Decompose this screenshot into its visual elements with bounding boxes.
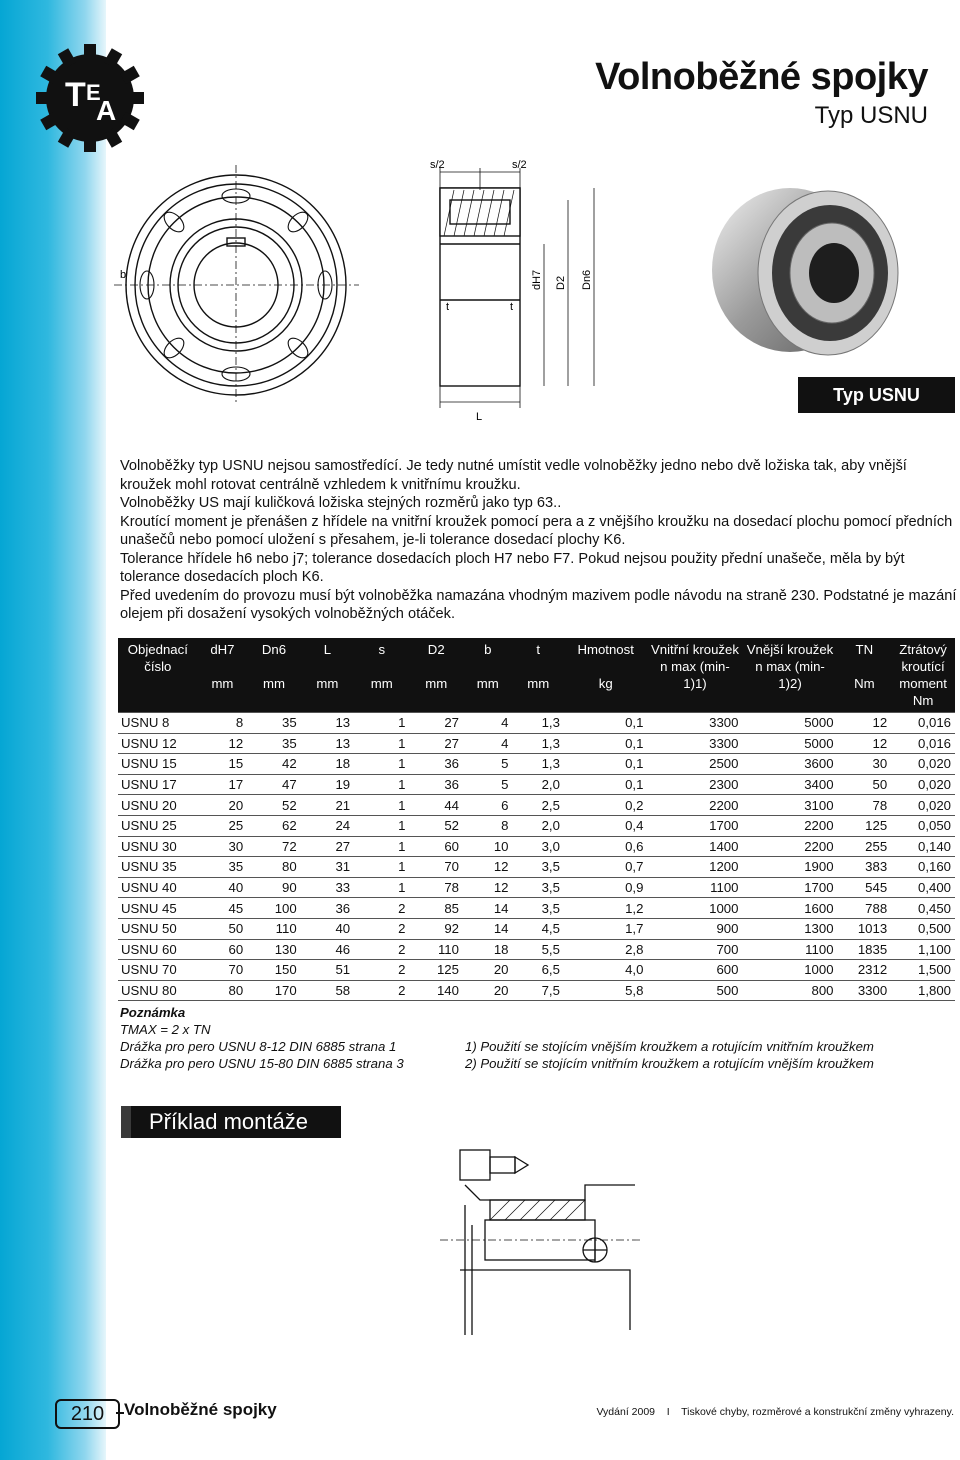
table-cell: 1900 [742,857,837,878]
table-cell: USNU 17 [118,774,198,795]
table-cell: 2,0 [512,774,563,795]
note-right-2: 2) Použití se stojícím vnitřním kroužkem a rotujícím vnějším kroužkem [465,1056,874,1071]
table-cell: 44 [409,795,463,816]
type-badge: Typ USNU [798,377,955,413]
header-label: Vnitřní kroužek [650,642,739,657]
mounting-example-drawing [440,1145,650,1340]
note-right-1: 1) Použití se stojícím vnějším kroužkem a rotujícím vnitřním kroužkem [465,1039,874,1054]
header-label: L [323,642,332,657]
header-label: Dn6 [261,642,287,657]
table-cell: 90 [247,877,301,898]
footer-title: Volnoběžné spojky [124,1400,277,1419]
table-cell: USNU 40 [118,877,198,898]
table-cell: 14 [463,898,513,919]
table-cell: 1835 [838,939,892,960]
table-cell: 0,400 [891,877,955,898]
table-cell: 13 [301,713,354,734]
table-cell: 800 [742,980,837,1001]
table-cell: USNU 15 [118,754,198,775]
paragraph: Kroutící moment je přenášen z hřídele na vnitřní kroužek pomocí pera a z vnějšího kroužku na dosedací plochu pomocí předních unašečů nebo pomocí uložení s přesahem, je-li tolerance dosedací plochy K6. [120,513,953,548]
table-cell: 72 [247,836,301,857]
table-cell: 0,1 [564,733,648,754]
table-cell: 4 [463,713,513,734]
table-row [118,939,955,960]
table-cell: 8 [198,713,248,734]
table-row [118,877,955,898]
table-cell: 3300 [838,980,892,1001]
table-cell: 20 [463,960,513,981]
table-cell: 78 [838,795,892,816]
table-row [118,774,955,795]
label-b: b [120,269,127,281]
page-number: 210 [55,1399,120,1429]
table-cell: 2300 [647,774,742,795]
table-cell: 0,1 [564,713,648,734]
table-cell: 40 [198,877,248,898]
table-cell: 1700 [647,815,742,836]
table-cell: 0,020 [891,774,955,795]
note-tmax: TMAX = 2 x TN [120,1022,211,1037]
table-cell: 18 [301,754,354,775]
notes-section [120,1004,960,1072]
table-cell: 20 [198,795,248,816]
table-cell: 40 [301,918,354,939]
table-cell: 1300 [742,918,837,939]
table-cell: 0,4 [564,815,648,836]
table-cell: 3100 [742,795,837,816]
table-cell: 500 [647,980,742,1001]
table-cell: 18 [463,939,513,960]
table-cell: USNU 80 [118,980,198,1001]
table-cell: 1 [354,877,409,898]
table-cell: 1600 [742,898,837,919]
table-cell: 130 [247,939,301,960]
table-cell: 85 [409,898,463,919]
label-t-right: t [510,301,514,313]
table-cell: 2 [354,939,409,960]
table-cell: 2312 [838,960,892,981]
table-cell: 3,5 [512,877,563,898]
table-cell: 1 [354,815,409,836]
table-cell: 27 [409,713,463,734]
table-cell: 47 [247,774,301,795]
table-cell: 2 [354,918,409,939]
label-D2: D2 [555,275,567,290]
header-label: Objednací číslo [127,642,188,674]
tea-gear-logo-icon [30,38,150,158]
table-cell: 2200 [742,815,837,836]
table-cell: 78 [409,877,463,898]
paragraph: Volnoběžky US mají kuličková ložiska stejných rozměrů jako typ 63.. [120,495,562,511]
table-cell: USNU 12 [118,733,198,754]
table-cell: 1400 [647,836,742,857]
table-cell: 545 [838,877,892,898]
table-cell: 0,1 [564,754,648,775]
table-cell: 50 [198,918,248,939]
table-row [118,795,955,816]
svg-text:T: T [65,76,86,114]
table-cell: 3300 [647,713,742,734]
table-cell: 600 [647,960,742,981]
table-cell: 1700 [742,877,837,898]
table-row [118,713,955,734]
table-cell: 2500 [647,754,742,775]
table-cell: 1 [354,754,409,775]
product-photo-bearing [690,165,920,375]
table-cell: USNU 70 [118,960,198,981]
table-cell: USNU 8 [118,713,198,734]
table-cell: 27 [409,733,463,754]
footer-connector [116,1412,124,1414]
description-text [120,457,958,624]
table-cell: 5000 [742,713,837,734]
table-cell: 2200 [742,836,837,857]
table-cell: 15 [198,754,248,775]
table-row [118,857,955,878]
table-cell: 1,500 [891,960,955,981]
table-cell: 0,016 [891,733,955,754]
note-left-2: Drážka pro pero USNU 15-80 DIN 6885 strana 3 [120,1056,404,1071]
table-cell: 0,020 [891,795,955,816]
table-cell: USNU 30 [118,836,198,857]
table-cell: 110 [247,918,301,939]
table-row [118,733,955,754]
table-cell: 0,7 [564,857,648,878]
table-cell: 4,5 [512,918,563,939]
table-cell: 35 [247,733,301,754]
table-cell: 60 [409,836,463,857]
table-cell: 50 [838,774,892,795]
header-label: t [536,642,541,657]
table-cell: 8 [463,815,513,836]
table-cell: 1100 [647,877,742,898]
table-cell: 12 [838,713,892,734]
page-title: Volnoběžné spojky [595,56,928,98]
table-cell: USNU 60 [118,939,198,960]
table-cell: 70 [198,960,248,981]
table-cell: 4 [463,733,513,754]
table-cell: 125 [409,960,463,981]
table-cell: 3600 [742,754,837,775]
table-cell: 19 [301,774,354,795]
table-cell: 12 [198,733,248,754]
header-label: dH7 [210,642,235,657]
table-cell: 52 [409,815,463,836]
table-cell: USNU 25 [118,815,198,836]
table-cell: 5 [463,754,513,775]
footer-info [596,1406,954,1418]
table-cell: 27 [301,836,354,857]
svg-text:E: E [86,80,101,105]
footer-separator: I [666,1406,670,1418]
title-accent-bar [121,1106,131,1138]
table-cell: 788 [838,898,892,919]
table-cell: 70 [409,857,463,878]
table-cell: 100 [247,898,301,919]
table-cell: 0,1 [564,774,648,795]
table-cell: 42 [247,754,301,775]
table-cell: 900 [647,918,742,939]
table-cell: 1,3 [512,754,563,775]
table-cell: 5000 [742,733,837,754]
table-cell: USNU 35 [118,857,198,878]
paragraph: Před uvedením do provozu musí být volnoběžka namazána vhodným mazivem podle návodu na straně 230. Podstatné je mazání olejem při dosažení vysokých volnoběžných otáček. [120,587,957,622]
table-cell: 33 [301,877,354,898]
table-cell: 1200 [647,857,742,878]
table-row [118,918,955,939]
table-cell: 52 [247,795,301,816]
table-cell: 3400 [742,774,837,795]
table-cell: 36 [409,754,463,775]
table-cell: 0,2 [564,795,648,816]
table-cell: 0,9 [564,877,648,898]
table-cell: 1 [354,795,409,816]
table-header-row: Objednací číslo dH7 mm Dn6 mm L mm s mm D2 mm b mm t mm Hmotnost kg Vnitřní kroužek n max (min-1)1) Vnější kroužek n max (min-1)2) TN Nm Ztrátový kroutící moment Nm [118,638,955,713]
table-cell: 150 [247,960,301,981]
table-cell: 2,8 [564,939,648,960]
table-cell: 80 [247,857,301,878]
table-cell: 2200 [647,795,742,816]
table-cell: 700 [647,939,742,960]
header-label: Hmotnost [577,642,634,657]
table-row [118,836,955,857]
table-cell: 1,7 [564,918,648,939]
footer-disclaimer: Tiskové chyby, rozměrové a konstrukční změny vyhrazeny. [681,1406,954,1418]
table-cell: 2,0 [512,815,563,836]
table-cell: 31 [301,857,354,878]
table-cell: 36 [301,898,354,919]
table-cell: 80 [198,980,248,1001]
table-cell: USNU 45 [118,898,198,919]
table-cell: 20 [463,980,513,1001]
table-cell: 1,100 [891,939,955,960]
table-cell: 0,140 [891,836,955,857]
table-cell: 125 [838,815,892,836]
header-label: TN [855,642,874,657]
table-cell: 383 [838,857,892,878]
label-s-half-right: s/2 [512,159,527,171]
table-cell: 140 [409,980,463,1001]
table-cell: 30 [198,836,248,857]
table-cell: 2 [354,980,409,1001]
paragraph: Volnoběžky typ USNU nejsou samostředící. Je tedy nutné umístit vedle volnoběžky jedno nebo dvě ložiska tak, aby vnější kroužek mohl rotovat centrálně vzhledem k vnitřnímu kroužku. [120,458,907,493]
page-subtitle: Typ USNU [814,102,928,129]
table-row [118,980,955,1001]
label-d: dH7 [531,269,543,290]
table-cell: 0,016 [891,713,955,734]
table-cell: 24 [301,815,354,836]
table-cell: 0,500 [891,918,955,939]
table-cell: 1000 [647,898,742,919]
table-cell: 7,5 [512,980,563,1001]
table-cell: 1 [354,733,409,754]
table-cell: 45 [198,898,248,919]
table-cell: 60 [198,939,248,960]
table-cell: 2 [354,960,409,981]
table-row [118,960,955,981]
table-cell: 35 [247,713,301,734]
technical-drawing [114,150,634,430]
table-cell: 17 [198,774,248,795]
table-cell: 5,5 [512,939,563,960]
table-cell: 6,5 [512,960,563,981]
table-cell: 25 [198,815,248,836]
header-label: D2 [427,642,445,657]
table-row [118,754,955,775]
spec-table [118,638,955,1001]
label-D: Dn6 [581,269,593,290]
table-cell: 10 [463,836,513,857]
table-cell: 0,450 [891,898,955,919]
table-cell: 3,5 [512,857,563,878]
notes-heading: Poznámka [120,1005,186,1020]
table-cell: 170 [247,980,301,1001]
table-cell: 1,3 [512,733,563,754]
table-cell: 255 [838,836,892,857]
table-cell: 5 [463,774,513,795]
note-left-1: Drážka pro pero USNU 8-12 DIN 6885 strana 1 [120,1039,397,1054]
table-cell: 1000 [742,960,837,981]
table-cell: USNU 20 [118,795,198,816]
header-label: Ztrátový kroutící moment [899,642,947,691]
table-cell: 1 [354,774,409,795]
label-s-half-left: s/2 [430,159,445,171]
paragraph: Tolerance hřídele h6 nebo j7; tolerance dosedacích ploch H7 nebo F7. Pokud nejsou použity přední unašeče, měla by být tolerance dosedacích ploch K6. [120,550,905,585]
table-cell: 3300 [647,733,742,754]
table-cell: USNU 50 [118,918,198,939]
table-cell: 3,0 [512,836,563,857]
svg-text:A: A [96,95,117,126]
table-cell: 1 [354,713,409,734]
table-cell: 21 [301,795,354,816]
table-cell: 62 [247,815,301,836]
table-cell: 1 [354,857,409,878]
mounting-example-title: Příklad montáže [121,1106,341,1138]
table-cell: 1013 [838,918,892,939]
table-cell: 0,020 [891,754,955,775]
table-cell: 58 [301,980,354,1001]
table-cell: 1,2 [564,898,648,919]
header-label: s [378,642,386,657]
table-cell: 36 [409,774,463,795]
footer-edition: Vydání 2009 [596,1406,656,1418]
table-cell: 3,5 [512,898,563,919]
table-cell: 12 [838,733,892,754]
table-row [118,898,955,919]
table-row [118,815,955,836]
label-L: L [476,411,483,423]
table-cell: 0,6 [564,836,648,857]
table-cell: 14 [463,918,513,939]
table-cell: 6 [463,795,513,816]
table-cell: 2 [354,898,409,919]
table-cell: 1100 [742,939,837,960]
header-label: Vnější kroužek [746,642,834,657]
table-cell: 5,8 [564,980,648,1001]
table-cell: 13 [301,733,354,754]
table-cell: 0,160 [891,857,955,878]
table-cell: 1,800 [891,980,955,1001]
table-cell: 1,3 [512,713,563,734]
table-cell: 46 [301,939,354,960]
table-cell: 1 [354,836,409,857]
left-color-band [0,0,106,1460]
table-cell: 92 [409,918,463,939]
header-label: b [484,642,492,657]
table-cell: 30 [838,754,892,775]
table-cell: 4,0 [564,960,648,981]
table-cell: 51 [301,960,354,981]
table-cell: 12 [463,877,513,898]
table-cell: 0,050 [891,815,955,836]
table-cell: 110 [409,939,463,960]
label-t-left: t [446,301,450,313]
table-cell: 12 [463,857,513,878]
table-cell: 35 [198,857,248,878]
table-cell: 2,5 [512,795,563,816]
